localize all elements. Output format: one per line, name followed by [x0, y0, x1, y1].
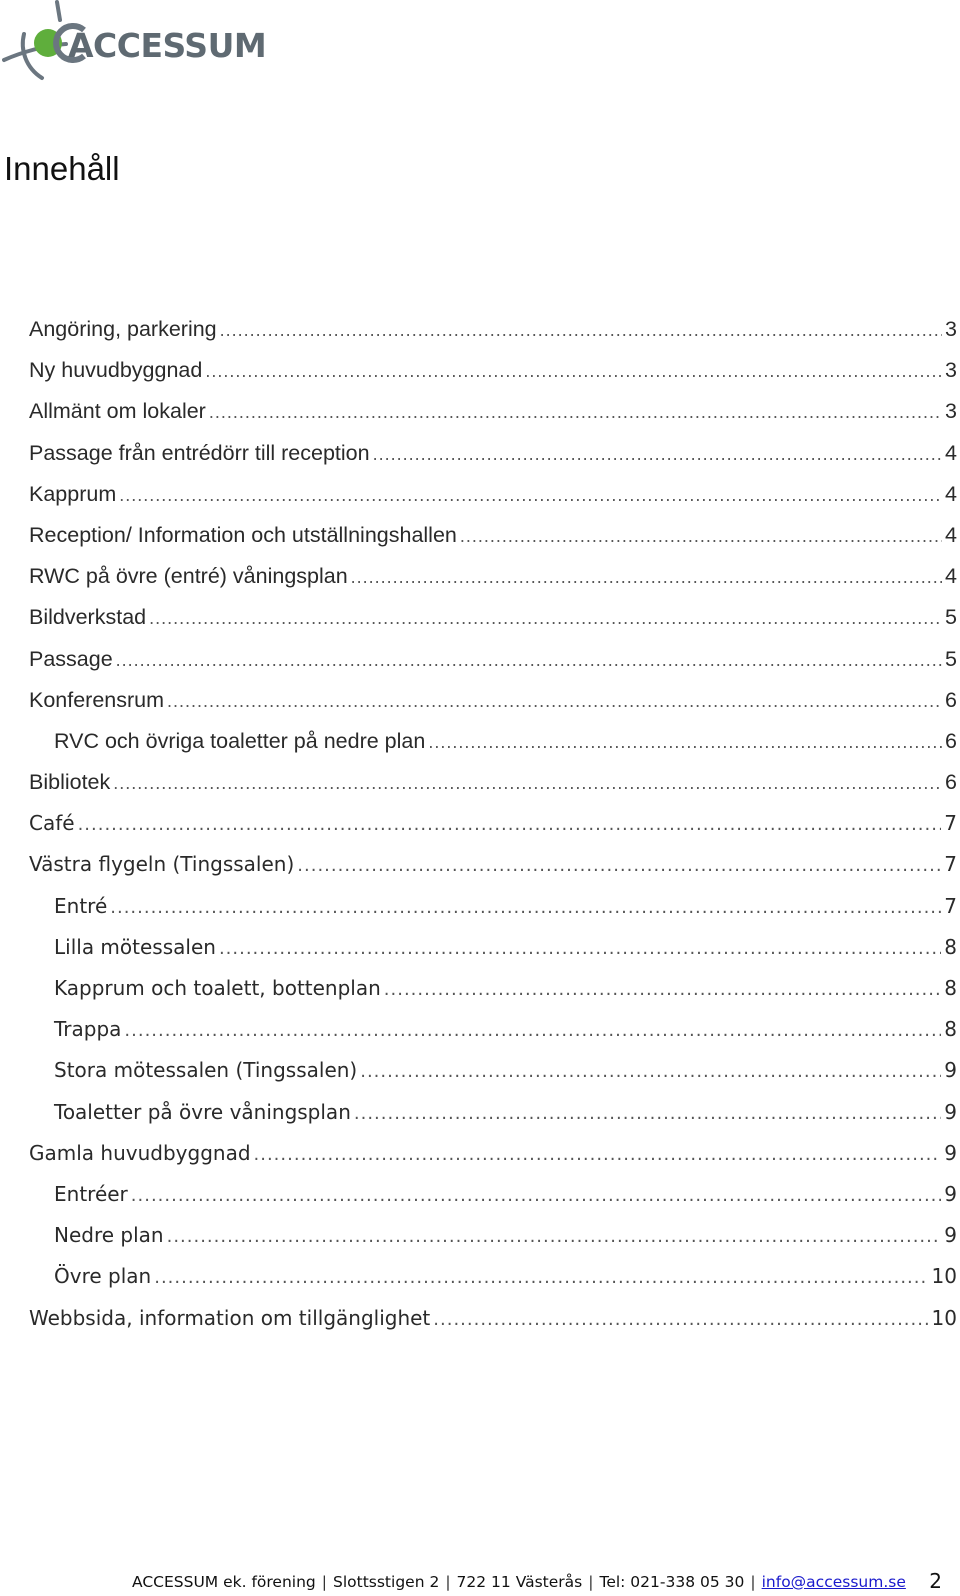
toc-entry-label: Angöring, parkering [29, 317, 217, 341]
toc-leader-dots [119, 485, 942, 506]
toc-entry-page: 10 [931, 1264, 957, 1289]
toc-entry-label: Ny huvudbyggnad [29, 358, 203, 383]
footer-address: Slottsstigen 2 [333, 1573, 440, 1591]
toc-entry-page: 3 [945, 399, 957, 424]
toc-leader-dots [124, 1020, 941, 1041]
toc-leader-dots [297, 855, 941, 876]
toc-entry-page: 8 [944, 976, 957, 1000]
toc-entry[interactable] [29, 523, 957, 564]
toc-entry-label: Passage från entrédörr till reception [29, 440, 370, 465]
toc-leader-dots [384, 979, 941, 1000]
toc-leader-dots [78, 814, 942, 835]
toc-leader-dots [433, 1309, 928, 1330]
toc-entry[interactable] [29, 1017, 957, 1058]
toc-entry[interactable] [29, 482, 957, 523]
toc-entry-label: Webbsida, information om tillgänglighet [29, 1305, 431, 1330]
logo-text: ACCESSUM [68, 26, 267, 65]
toc-entry-page: 5 [945, 646, 957, 671]
toc-entry-label: Allmänt om lokaler [29, 399, 206, 424]
toc-entry-label: Konferensrum [29, 687, 165, 712]
toc-leader-dots [209, 402, 942, 423]
toc-entry[interactable] [29, 811, 957, 852]
toc-entry-label: Café [29, 811, 75, 836]
toc-entry-label: Kapprum [29, 481, 117, 506]
toc-entry[interactable] [29, 688, 957, 729]
toc-entry[interactable] [29, 976, 957, 1017]
footer-separator: | [750, 1573, 756, 1591]
toc-leader-dots [373, 444, 942, 465]
toc-leader-dots [354, 1103, 941, 1124]
toc-entry-label: RVC och övriga toaletter på nedre plan [54, 728, 426, 753]
toc-entry[interactable] [29, 1264, 957, 1305]
toc-entry-page: 9 [944, 1099, 957, 1124]
toc-entry[interactable] [29, 1058, 957, 1099]
footer-postal: 722 11 Västerås [456, 1573, 583, 1591]
toc-entry[interactable] [29, 1182, 957, 1223]
toc-entry[interactable] [29, 852, 957, 893]
toc-entry-label: Passage [29, 646, 113, 671]
toc-leader-dots [220, 320, 942, 341]
toc-entry-page: 6 [945, 687, 957, 712]
toc-entry-label: Entré [54, 893, 108, 918]
toc-entry-page: 8 [944, 934, 957, 959]
toc-entry-page: 3 [945, 317, 957, 341]
toc-entry[interactable] [29, 564, 957, 605]
toc-entry-label: RWC på övre (entré) våningsplan [29, 564, 348, 589]
toc-entry[interactable] [29, 1141, 957, 1182]
toc-entry-page: 9 [944, 1058, 957, 1083]
toc-leader-dots [116, 650, 942, 671]
toc-entry-label: Entréer [54, 1181, 128, 1206]
footer-email-link[interactable]: info@accessum.se [761, 1573, 906, 1591]
toc-entry-page: 5 [945, 605, 957, 630]
toc-entry-page: 6 [945, 728, 957, 753]
toc-leader-dots [360, 1061, 941, 1082]
footer-phone: Tel: 021-338 05 30 [599, 1573, 745, 1591]
toc-entry[interactable] [29, 605, 957, 646]
toc-entry-page: 7 [944, 852, 957, 877]
toc-entry-label: Bibliotek [29, 770, 111, 795]
toc-entry-page: 9 [944, 1140, 957, 1165]
toc-entry[interactable] [29, 399, 957, 440]
toc-leader-dots [131, 1185, 941, 1206]
toc-leader-dots [428, 732, 942, 753]
toc-leader-dots [219, 938, 941, 959]
toc-entry-page: 10 [931, 1305, 957, 1330]
toc-entry[interactable] [29, 1306, 957, 1347]
toc-entry-label: Stora mötessalen (Tingssalen) [54, 1058, 358, 1083]
toc-entry-label: Gamla huvudbyggnad [29, 1140, 251, 1165]
toc-entry[interactable] [29, 1100, 957, 1141]
toc-entry[interactable] [29, 894, 957, 935]
toc-entry[interactable] [29, 729, 957, 770]
toc-entry[interactable] [29, 317, 957, 358]
toc-entry-page: 4 [945, 440, 957, 465]
toc-entry-page: 4 [945, 522, 957, 547]
toc-entry-page: 8 [944, 1017, 957, 1042]
toc-entry[interactable] [29, 441, 957, 482]
toc-entry[interactable] [29, 647, 957, 688]
toc-entry-page: 9 [944, 1181, 957, 1206]
toc-entry-label: Övre plan [54, 1264, 152, 1289]
footer-separator: | [321, 1573, 327, 1591]
toc-leader-dots [154, 1267, 928, 1288]
toc-entry[interactable] [29, 935, 957, 976]
toc-leader-dots [167, 691, 942, 712]
toc-entry[interactable] [29, 358, 957, 399]
footer-org: ACCESSUM ek. förening [132, 1573, 316, 1591]
toc-leader-dots [254, 1144, 942, 1165]
page-number: 2 [929, 1569, 942, 1593]
toc-entry-page: 9 [944, 1223, 957, 1248]
table-of-contents [29, 317, 957, 1347]
toc-leader-dots [167, 1226, 942, 1247]
toc-entry[interactable] [29, 1223, 957, 1264]
toc-entry-page: 3 [945, 358, 957, 383]
toc-entry-label: Reception/ Information och utställningshallen [29, 522, 457, 547]
toc-entry-label: Kapprum och toalett, bottenplan [54, 976, 381, 1000]
toc-entry-label: Trappa [54, 1017, 122, 1042]
toc-entry[interactable] [29, 770, 957, 811]
toc-leader-dots [113, 773, 942, 794]
toc-entry-page: 4 [945, 564, 957, 589]
toc-entry-label: Västra flygeln (Tingssalen) [29, 852, 295, 877]
toc-entry-label: Lilla mötessalen [54, 934, 216, 959]
page-title: Innehåll [4, 150, 120, 187]
toc-leader-dots [460, 526, 942, 547]
toc-entry-page: 7 [944, 893, 957, 918]
toc-entry-label: Toaletter på övre våningsplan [54, 1099, 351, 1124]
toc-leader-dots [149, 608, 942, 629]
toc-entry-page: 4 [945, 481, 957, 506]
accessum-logo [2, 0, 267, 86]
toc-entry-label: Nedre plan [54, 1223, 164, 1248]
toc-entry-label: Bildverkstad [29, 605, 147, 630]
toc-leader-dots [205, 361, 942, 382]
toc-leader-dots [351, 567, 942, 588]
toc-entry-page: 6 [945, 770, 957, 795]
footer-separator: | [445, 1573, 451, 1591]
toc-entry-page: 7 [944, 811, 957, 836]
footer [132, 1573, 906, 1591]
toc-leader-dots [110, 897, 941, 918]
footer-separator: | [588, 1573, 594, 1591]
